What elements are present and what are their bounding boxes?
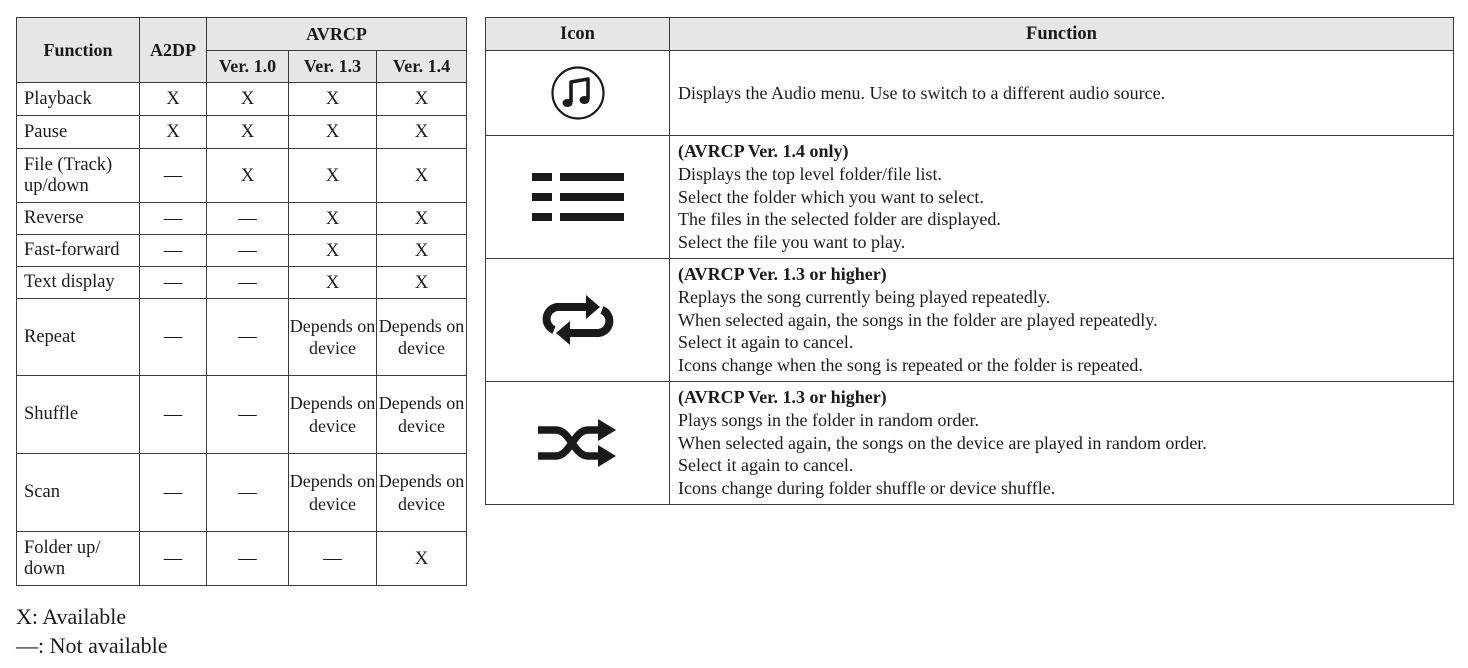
function-cell: Folder up/ down [17,532,140,586]
ver-1-3-cell: X [289,203,377,235]
function-cell: Reverse [17,203,140,235]
header-a2dp: A2DP [140,18,207,83]
table-row [486,259,1454,382]
header-ver-1-3: Ver. 1.3 [289,51,377,83]
table-row [17,454,467,532]
function-cell: Scan [17,454,140,532]
description-heading: (AVRCP Ver. 1.3 or higher) [678,387,887,407]
ver-1-3-cell: X [289,149,377,203]
header-avrcp: AVRCP [207,18,467,51]
header-function: Function [670,18,1454,51]
ver-1-3-cell: X [289,83,377,116]
legend [16,602,168,660]
ver-1-3-cell: X [289,235,377,267]
description-line: Icons change when the song is repeated or the folder is repeated. [678,355,1143,376]
ver-1-4-cell: X [377,116,467,149]
header-function: Function [17,18,140,83]
repeat-icon [538,294,618,346]
ver-1-4-cell: X [377,235,467,267]
ver-1-4-cell: X [377,532,467,586]
header-ver-1-4: Ver. 1.4 [377,51,467,83]
ver-1-3-cell: Depends on device [289,454,377,532]
ver-1-0-cell: — [207,376,289,454]
ver-1-3-cell: — [289,532,377,586]
ver-1-0-cell: X [207,149,289,203]
function-description [670,259,1454,382]
function-description [670,382,1454,505]
table-row [486,382,1454,505]
ver-1-4-cell: Depends on device [377,376,467,454]
a2dp-cell: — [140,203,207,235]
function-cell: Fast-forward [17,235,140,267]
description-heading: (AVRCP Ver. 1.3 or higher) [678,264,887,284]
ver-1-0-cell: — [207,203,289,235]
ver-1-0-cell: X [207,116,289,149]
icon-cell [486,259,670,382]
music-note-circle-icon [550,65,606,121]
a2dp-cell: X [140,83,207,116]
description-line: Replays the song currently being played repeatedly. [678,286,1051,307]
a2dp-cell: — [140,299,207,376]
a2dp-cell: X [140,116,207,149]
compatibility-table [16,17,467,586]
table-row [17,149,467,203]
description-line: Plays songs in the folder in random order. [678,409,979,430]
ver-1-0-cell: — [207,454,289,532]
ver-1-3-cell: X [289,267,377,299]
table-row [17,203,467,235]
a2dp-cell: — [140,532,207,586]
description-line: The files in the selected folder are displayed. [678,209,1001,230]
description-line: Select the file you want to play. [678,232,906,253]
function-cell: Text display [17,267,140,299]
icon-cell [486,382,670,505]
ver-1-0-cell: — [207,532,289,586]
description-line: When selected again, the songs in the folder are played repeatedly. [678,309,1158,330]
description-line: Select it again to cancel. [678,455,854,476]
icon-function-table [485,17,1454,505]
ver-1-4-cell: X [377,83,467,116]
description-line: Icons change during folder shuffle or device shuffle. [678,478,1056,499]
ver-1-0-cell: — [207,235,289,267]
legend-available: X: Available [16,604,127,629]
description-line: Displays the Audio menu. Use to switch to a different audio source. [678,82,1166,103]
ver-1-4-cell: X [377,267,467,299]
description-line: Displays the top level folder/file list. [678,163,942,184]
ver-1-3-cell: X [289,116,377,149]
ver-1-0-cell: X [207,83,289,116]
table-row [17,267,467,299]
shuffle-icon [536,418,620,468]
ver-1-4-cell: Depends on device [377,299,467,376]
description-heading: (AVRCP Ver. 1.4 only) [678,141,849,161]
header-ver-1-0: Ver. 1.0 [207,51,289,83]
table-row [17,376,467,454]
table-row [486,136,1454,259]
description-line: When selected again, the songs on the device are played in random order. [678,432,1207,453]
a2dp-cell: — [140,454,207,532]
ver-1-3-cell: Depends on device [289,299,377,376]
table-row [17,83,467,116]
a2dp-cell: — [140,149,207,203]
description-line: Select it again to cancel. [678,332,854,353]
function-description [670,136,1454,259]
function-cell: File (Track) up/down [17,149,140,203]
ver-1-0-cell: — [207,299,289,376]
ver-1-0-cell: — [207,267,289,299]
ver-1-3-cell: Depends on device [289,376,377,454]
legend-not-available: —: Not available [16,633,168,658]
table-row [486,51,1454,136]
function-description [670,51,1454,136]
a2dp-cell: — [140,376,207,454]
icon-cell [486,136,670,259]
icon-cell [486,51,670,136]
description-line: Select the folder which you want to select. [678,186,984,207]
a2dp-cell: — [140,235,207,267]
function-cell: Shuffle [17,376,140,454]
list-icon [532,169,624,225]
table-row [17,235,467,267]
table-row [17,299,467,376]
table-row [17,116,467,149]
function-cell: Pause [17,116,140,149]
ver-1-4-cell: Depends on device [377,454,467,532]
ver-1-4-cell: X [377,203,467,235]
header-icon: Icon [486,18,670,51]
function-cell: Repeat [17,299,140,376]
a2dp-cell: — [140,267,207,299]
function-cell: Playback [17,83,140,116]
table-row [17,532,467,586]
ver-1-4-cell: X [377,149,467,203]
